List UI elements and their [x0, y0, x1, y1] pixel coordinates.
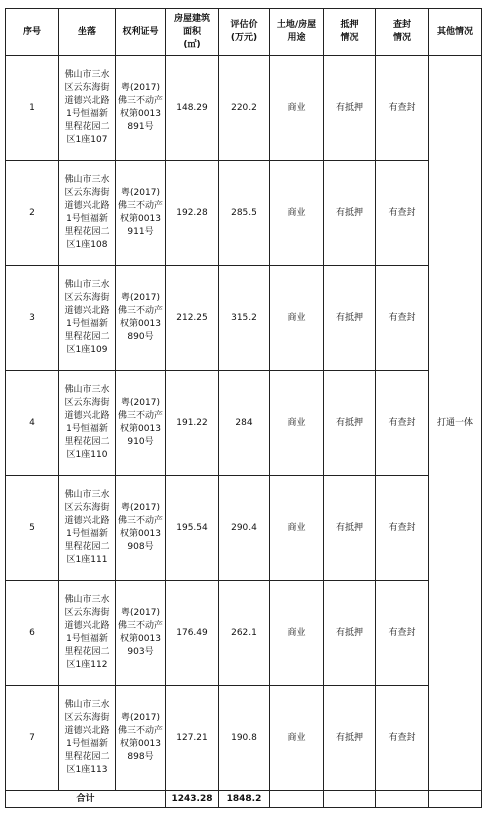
cell-cert: 粤(2017)佛三不动产权第0013898号	[116, 686, 166, 791]
cell-cert: 粤(2017)佛三不动产权第0013903号	[116, 581, 166, 686]
cell-location: 佛山市三水区云东海街道德兴北路1号恒福新里程花园二区1座108	[59, 161, 116, 266]
cell-no: 1	[6, 56, 59, 161]
cell-value: 262.1	[219, 581, 270, 686]
cell-location: 佛山市三水区云东海街道德兴北路1号恒福新里程花园二区1座113	[59, 686, 116, 791]
cell-cert: 粤(2017)佛三不动产权第0013911号	[116, 161, 166, 266]
header-value: 评估价 (万元)	[219, 9, 270, 56]
total-empty-cell	[324, 791, 376, 808]
total-label: 合计	[6, 791, 166, 808]
header-mortgage: 抵押 情况	[324, 9, 376, 56]
property-table	[5, 8, 482, 808]
cell-use: 商业	[270, 476, 324, 581]
header-area: 房屋建筑 面积 (㎡)	[166, 9, 219, 56]
cell-use: 商业	[270, 161, 324, 266]
cell-cert: 粤(2017)佛三不动产权第0013890号	[116, 266, 166, 371]
cell-mortgage: 有抵押	[324, 266, 376, 371]
cell-area: 212.25	[166, 266, 219, 371]
cell-use: 商业	[270, 56, 324, 161]
cell-location: 佛山市三水区云东海街道德兴北路1号恒福新里程花园二区1座107	[59, 56, 116, 161]
cell-location: 佛山市三水区云东海街道德兴北路1号恒福新里程花园二区1座110	[59, 371, 116, 476]
table-row	[6, 371, 482, 476]
cell-value: 290.4	[219, 476, 270, 581]
table-row	[6, 161, 482, 266]
header-row	[6, 9, 482, 56]
cell-area: 176.49	[166, 581, 219, 686]
cell-cert: 粤(2017)佛三不动产权第0013908号	[116, 476, 166, 581]
cell-mortgage: 有抵押	[324, 161, 376, 266]
cell-mortgage: 有抵押	[324, 581, 376, 686]
cell-use: 商业	[270, 581, 324, 686]
cell-value: 190.8	[219, 686, 270, 791]
header-location: 坐落	[59, 9, 116, 56]
table-row	[6, 686, 482, 791]
table-row	[6, 581, 482, 686]
header-seal: 查封 情况	[376, 9, 429, 56]
header-use: 土地/房屋 用途	[270, 9, 324, 56]
cell-use: 商业	[270, 686, 324, 791]
cell-no: 3	[6, 266, 59, 371]
cell-value: 315.2	[219, 266, 270, 371]
cell-seal: 有查封	[376, 581, 429, 686]
cell-seal: 有查封	[376, 56, 429, 161]
cell-area: 191.22	[166, 371, 219, 476]
table-row	[6, 56, 482, 161]
cell-area: 127.21	[166, 686, 219, 791]
cell-no: 7	[6, 686, 59, 791]
cell-mortgage: 有抵押	[324, 476, 376, 581]
cell-seal: 有查封	[376, 476, 429, 581]
cell-seal: 有查封	[376, 266, 429, 371]
total-empty-cell	[270, 791, 324, 808]
cell-cert: 粤(2017)佛三不动产权第0013910号	[116, 371, 166, 476]
cell-no: 2	[6, 161, 59, 266]
cell-value: 285.5	[219, 161, 270, 266]
cell-no: 4	[6, 371, 59, 476]
table-row	[6, 476, 482, 581]
cell-location: 佛山市三水区云东海街道德兴北路1号恒福新里程花园二区1座111	[59, 476, 116, 581]
total-area: 1243.28	[166, 791, 219, 808]
total-value: 1848.2	[219, 791, 270, 808]
header-cert: 权利证号	[116, 9, 166, 56]
table-row	[6, 266, 482, 371]
cell-area: 192.28	[166, 161, 219, 266]
cell-seal: 有查封	[376, 161, 429, 266]
cell-use: 商业	[270, 266, 324, 371]
header-other: 其他情况	[429, 9, 482, 56]
cell-location: 佛山市三水区云东海街道德兴北路1号恒福新里程花园二区1座109	[59, 266, 116, 371]
cell-use: 商业	[270, 371, 324, 476]
cell-seal: 有查封	[376, 371, 429, 476]
cell-mortgage: 有抵押	[324, 371, 376, 476]
cell-value: 284	[219, 371, 270, 476]
cell-value: 220.2	[219, 56, 270, 161]
total-empty-cell	[376, 791, 429, 808]
cell-area: 148.29	[166, 56, 219, 161]
cell-other-merged: 打通一体	[429, 56, 482, 791]
total-empty-cell	[429, 791, 482, 808]
header-no: 序号	[6, 9, 59, 56]
cell-mortgage: 有抵押	[324, 686, 376, 791]
cell-area: 195.54	[166, 476, 219, 581]
cell-location: 佛山市三水区云东海街道德兴北路1号恒福新里程花园二区1座112	[59, 581, 116, 686]
cell-no: 5	[6, 476, 59, 581]
cell-cert: 粤(2017)佛三不动产权第0013891号	[116, 56, 166, 161]
cell-no: 6	[6, 581, 59, 686]
total-row	[6, 791, 482, 808]
cell-mortgage: 有抵押	[324, 56, 376, 161]
cell-seal: 有查封	[376, 686, 429, 791]
